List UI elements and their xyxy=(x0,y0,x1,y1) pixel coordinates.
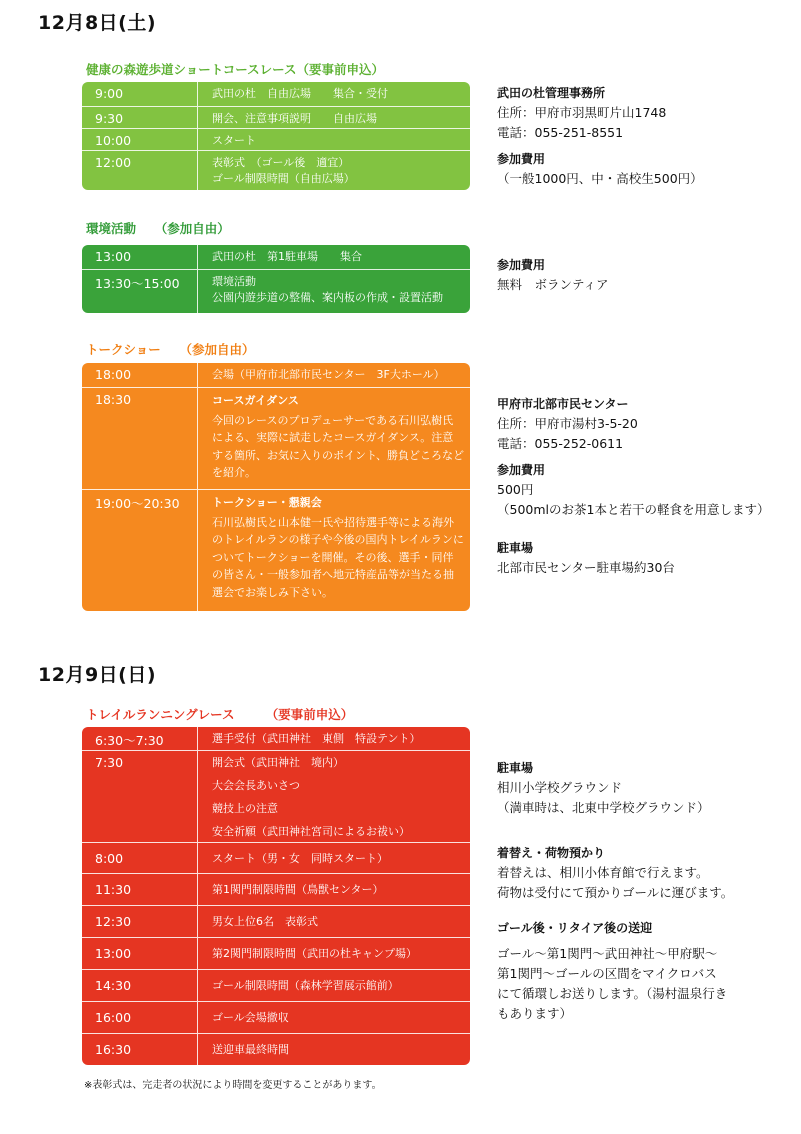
office-address: 住所：甲府市羽黒町片山1748 xyxy=(497,105,667,120)
schedule-desc: 第2関門制限時間（武田の杜キャンプ場） xyxy=(212,947,417,960)
schedule-row xyxy=(82,245,470,269)
schedule-desc: 武田の杜 自由広場 集合・受付 xyxy=(212,87,388,100)
schedule-row xyxy=(82,1001,470,1033)
schedule-time: 19:00～20:30 xyxy=(82,490,198,611)
schedule-row xyxy=(82,269,470,313)
schedule-desc: 環境活動 xyxy=(212,275,256,288)
schedule-row xyxy=(82,82,470,106)
short-course-title: 健康の森遊歩道ショートコースレース（要事前申込） xyxy=(86,62,385,77)
changing-line: 着替えは、相川小体育館で行えます。 xyxy=(497,865,709,880)
changing-info xyxy=(497,843,733,903)
parking-text: 北部市民センター駐車場約30台 xyxy=(497,560,675,575)
schedule-row xyxy=(82,489,470,611)
schedule-desc: 会場（甲府市北部市民センター 3F大ホール） xyxy=(212,368,445,381)
schedule-row xyxy=(82,969,470,1001)
schedule-time: 6:30～7:30 xyxy=(82,727,198,750)
schedule-time: 16:30 xyxy=(82,1034,198,1065)
schedule-time: 8:00 xyxy=(82,843,198,873)
schedule-desc: 開会、注意事項説明 自由広場 xyxy=(212,112,377,125)
schedule-row xyxy=(82,363,470,387)
shuttle-title: ゴール後・リタイア後の送迎 xyxy=(497,921,653,935)
schedule-row xyxy=(82,873,470,905)
shuttle-line: 第1関門～ゴールの区間をマイクロバス xyxy=(497,966,717,981)
schedule-desc: 選手受付（武田神社 東側 特設テント） xyxy=(212,732,421,745)
short-course-schedule xyxy=(82,82,470,190)
schedule-desc: 第1関門制限時間（鳥獣センター） xyxy=(212,883,384,896)
center-info xyxy=(497,394,638,454)
schedule-desc: 公園内遊歩道の整備、案内板の作成・設置活動 xyxy=(212,290,443,304)
shuttle-line: もあります） xyxy=(497,1006,573,1021)
environment-title: 環境活動 （参加自由） xyxy=(86,221,230,236)
parking-text: 相川小学校グラウンド xyxy=(497,780,623,795)
short-course-fee xyxy=(497,149,703,189)
schedule-row xyxy=(82,387,470,489)
schedule-desc: ゴール制限時間（自由広場） xyxy=(212,171,355,185)
schedule-time: 16:00 xyxy=(82,1002,198,1033)
fee-note: （500mlのお茶1本と若干の軽食を用意します） xyxy=(497,502,770,517)
environment-schedule xyxy=(82,245,470,313)
fee-title: 参加費用 xyxy=(497,152,546,166)
office-title: 武田の杜管理事務所 xyxy=(497,86,606,100)
talkshow-fee xyxy=(497,460,769,520)
parking-note: （満車時は、北東中学校グラウンド） xyxy=(497,800,710,815)
shuttle-line: ゴール～第1関門～武田神社～甲府駅～ xyxy=(497,946,718,961)
schedule-row xyxy=(82,128,470,150)
footnote: ※表彰式は、完走者の状況により時間を変更することがあります。 xyxy=(84,1080,382,1091)
schedule-time: 12:30 xyxy=(82,906,198,937)
fee-text: （一般1000円、中・高校生500円） xyxy=(497,171,703,186)
schedule-desc: ゴール制限時間（森林学習展示館前） xyxy=(212,979,399,992)
office-phone: 電話：055-251-8551 xyxy=(497,125,624,140)
schedule-desc: 武田の杜 第1駐車場 集合 xyxy=(212,250,362,263)
schedule-time: 9:30 xyxy=(82,107,198,128)
schedule-desc: スタート xyxy=(212,134,256,147)
schedule-row xyxy=(82,727,470,750)
talkshow-title: トークショー （参加自由） xyxy=(86,342,255,357)
schedule-desc: 男女上位6名 表彰式 xyxy=(212,915,318,928)
schedule-row xyxy=(82,937,470,969)
fee-title: 参加費用 xyxy=(497,463,546,477)
schedule-body: 今回のレースのプロデューサーである石川弘樹氏による、実際に試走したコースガイダンス。注意する箇所、お気に入りのポイント、勝負どころなどを紹介。 xyxy=(212,413,465,479)
schedule-desc: 大会会長あいさつ xyxy=(212,779,300,792)
schedule-desc: 送迎車最終時間 xyxy=(212,1043,289,1056)
schedule-time: 13:30～15:00 xyxy=(82,270,198,313)
shuttle-info xyxy=(497,918,727,1024)
race-parking xyxy=(497,758,710,818)
talkshow-parking xyxy=(497,538,675,578)
changing-line: 荷物は受付にて預かりゴールに運びます。 xyxy=(497,885,734,900)
schedule-time: 10:00 xyxy=(82,129,198,150)
schedule-row xyxy=(82,150,470,190)
schedule-row xyxy=(82,842,470,873)
shuttle-line: にて循環しお送りします。（湯村温泉行き xyxy=(497,986,728,1001)
schedule-time: 18:00 xyxy=(82,363,198,387)
schedule-time: 7:30 xyxy=(82,751,198,842)
center-phone: 電話：055-252-0611 xyxy=(497,436,624,451)
schedule-desc: 表彰式 （ゴール後 適宜） xyxy=(212,156,350,169)
schedule-desc: スタート（男・女 同時スタート） xyxy=(212,852,388,865)
schedule-time: 13:00 xyxy=(82,245,198,269)
parking-title: 駐車場 xyxy=(497,761,534,775)
schedule-time: 14:30 xyxy=(82,970,198,1001)
center-address: 住所：甲府市湯村3-5-20 xyxy=(497,416,638,431)
schedule-row xyxy=(82,106,470,128)
schedule-time: 9:00 xyxy=(82,82,198,106)
trail-race-title: トレイルランニングレース （要事前申込） xyxy=(86,707,354,722)
schedule-desc: ゴール会場撤収 xyxy=(212,1011,289,1024)
schedule-desc: 開会式（武田神社 境内） xyxy=(212,756,344,769)
schedule-time: 11:30 xyxy=(82,874,198,905)
trail-race-schedule xyxy=(82,727,470,1065)
schedule-time: 13:00 xyxy=(82,938,198,969)
fee-amount: 500円 xyxy=(497,482,534,497)
fee-title: 参加費用 xyxy=(497,258,546,272)
environment-fee xyxy=(497,255,609,295)
schedule-desc: 競技上の注意 xyxy=(212,802,278,815)
day2-date: 12月9日(日) xyxy=(38,664,157,686)
schedule-desc: 安全祈願（武田神社宮司によるお祓い） xyxy=(212,825,410,838)
schedule-row xyxy=(82,905,470,937)
schedule-row xyxy=(82,1033,470,1065)
fee-text: 無料 ボランティア xyxy=(497,277,609,292)
changing-title: 着替え・荷物預かり xyxy=(497,846,606,860)
schedule-time: 18:30 xyxy=(82,388,198,489)
schedule-heading: コースガイダンス xyxy=(212,394,299,407)
office-info xyxy=(497,83,666,143)
schedule-body: 石川弘樹氏と山本健一氏や招待選手等による海外のトレイルランの様子や今後の国内トレイルランについてトークショーを開催。その後、選手・同伴の皆さん・一般参加者へ地元特産品等が当たる抽選会でお楽しみ下さい。 xyxy=(212,515,464,599)
center-title: 甲府市北部市民センター xyxy=(497,397,629,411)
day1-date: 12月8日(土) xyxy=(38,12,157,34)
parking-title: 駐車場 xyxy=(497,541,534,555)
schedule-time: 12:00 xyxy=(82,151,198,190)
schedule-row xyxy=(82,750,470,842)
talkshow-schedule xyxy=(82,363,470,611)
schedule-heading: トークショー・懇親会 xyxy=(212,496,322,509)
